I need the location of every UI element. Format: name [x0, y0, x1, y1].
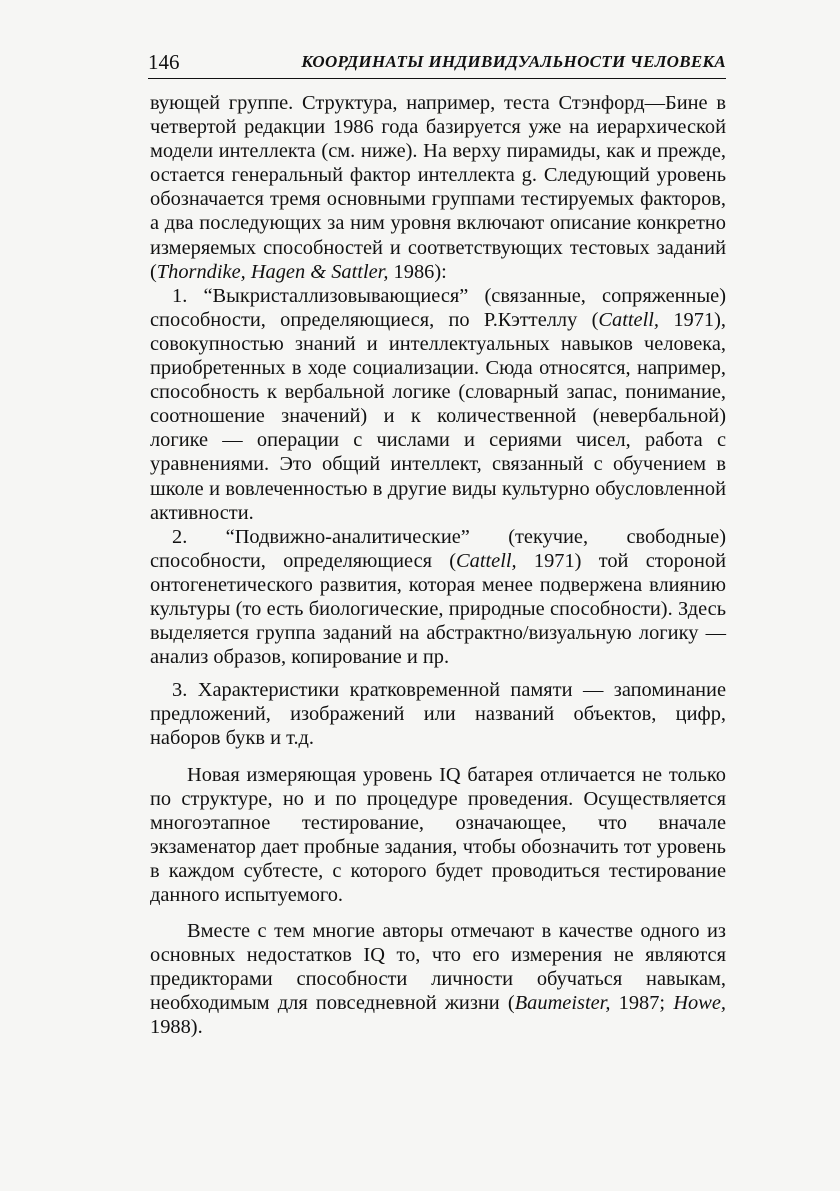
- paragraph-1-end: 1986):: [388, 260, 447, 283]
- citation: Baumeister,: [514, 992, 611, 1015]
- citation: Howe,: [673, 992, 726, 1015]
- paragraph-2-end: 1971), совокупностью знаний и интеллектуальных навыков человека, приобретенных в ходе социализации. Сюда относятся, например, способность к вербальной логике (словарный запас, понимание, соотношение значений) и к количественной (невербальной) логике — операции с числами и сериями чисел, работа с уравнениями. Это общий интеллект, связанный с обучением в школе и вовлеченностью в другие виды культурно обусловленной активности.: [150, 308, 726, 524]
- paragraph-1-text: вующей группе. Структура, например, теста Стэнфорд—Бине в четвертой редакции 1986 года базируется уже на иерархической модели интеллекта (см. ниже). На верху пирамиды, как и прежде, остается генеральный фактор интеллекта g. Следующий уровень обозначается тремя основными группами тестируемых факторов, а два последующих за ним уровня включают описание конкретно измеряемых способностей и соответствующих тестовых заданий (: [150, 92, 726, 283]
- paragraph-5: [150, 763, 726, 908]
- citation: Cattell,: [456, 549, 517, 572]
- citation: Cattell,: [598, 308, 660, 331]
- paragraph-5-text: Новая измеряющая уровень IQ батарея отличается не только по структуре, но и по процедуре проведения. Осуществляется многоэтапное тестирование, означающее, что вначале экзаменатор дает пробные задания, чтобы обозначить тот уровень в каждом субтесте, с которого будет проводиться тестирование данного испытуемого.: [150, 763, 726, 906]
- paragraph-6-mid: 1987;: [610, 992, 674, 1015]
- paragraph-2: [150, 284, 726, 525]
- paragraph-3: [150, 525, 726, 670]
- body-text: [150, 91, 726, 1040]
- paragraph-6-end: 1988).: [150, 1016, 203, 1039]
- paragraph-1: [150, 91, 726, 284]
- paragraph-4-text: 3. Характеристики кратковременной памяти — запоминание предложений, изображений или названий объектов, цифр, наборов букв и т.д.: [150, 679, 726, 750]
- paragraph-6: [150, 919, 726, 1039]
- page-header: [148, 50, 726, 79]
- citation: Thorndike, Hagen & Sattler,: [156, 260, 389, 283]
- paragraph-2-text: 1. “Выкристаллизовывающиеся” (связанные, сопряженные) способности, определяющиеся, по Р.Кэттеллу (: [150, 284, 726, 331]
- paragraph-6-text: Вместе с тем многие авторы отмечают в качестве одного из основных недостатков IQ то, что его измерения не являются предикторами способности личности обучаться навыкам, необходимым для повседневной жизни (: [150, 920, 726, 1015]
- paragraph-3-text: 2. “Подвижно-аналитические” (текучие, свободные) способности, определяющиеся (: [150, 525, 726, 572]
- page-number: 146: [148, 50, 180, 74]
- paragraph-4: [150, 678, 726, 750]
- paragraph-3-end: 1971) той стороной онтогенетического развития, которая менее подвержена влиянию культуры (то есть биологические, природные способности). Здесь выделяется группа заданий на абстрактно/визуальную логику — анализ образов, копирование и пр.: [150, 549, 726, 669]
- running-title: КООРДИНАТЫ ИНДИВИДУАЛЬНОСТИ ЧЕЛОВЕКА: [301, 52, 726, 71]
